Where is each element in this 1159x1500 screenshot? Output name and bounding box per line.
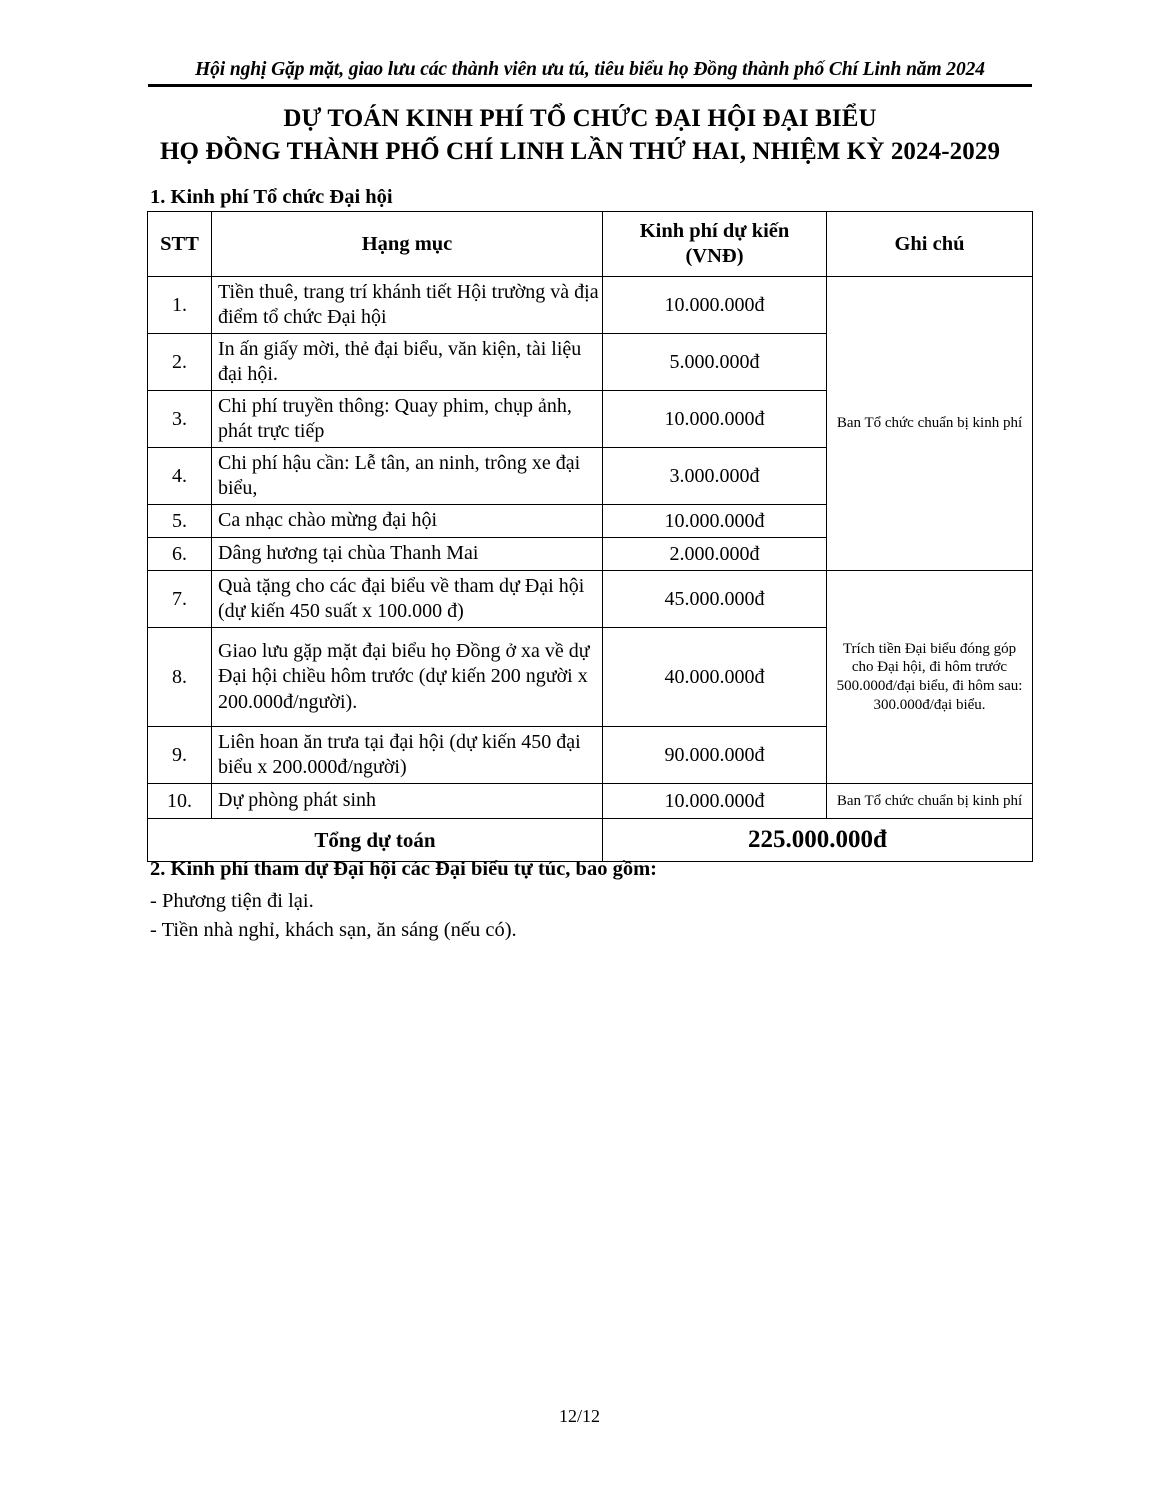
- list-item: - Phương tiện đi lại.: [150, 890, 314, 912]
- row-item: Quà tặng cho các đại biểu về tham dự Đại hội (dự kiến 450 suất x 100.000 đ): [212, 571, 603, 628]
- row-item: Dâng hương tại chùa Thanh Mai: [212, 538, 603, 571]
- running-header-text: Hội nghị Gặp mặt, giao lưu các thành viên ưu tú, tiêu biểu họ Đồng thành phố Chí Linh năm 2024: [195, 59, 985, 80]
- row-item: Chi phí hậu cần: Lễ tân, an ninh, trông xe đại biểu,: [212, 448, 603, 505]
- total-value: 225.000.000đ: [603, 819, 1033, 862]
- column-header-stt: STT: [148, 212, 212, 277]
- section-1-heading: 1. Kinh phí Tổ chức Đại hội: [150, 186, 393, 208]
- section-2-list: [150, 887, 950, 945]
- table-row: [148, 784, 1033, 819]
- row-cost: 10.000.000đ: [603, 505, 827, 538]
- row-cost: 45.000.000đ: [603, 571, 827, 628]
- page-footer: 12/12: [558, 1406, 600, 1426]
- row-item: Chi phí truyền thông: Quay phim, chụp ảnh, phát trực tiếp: [212, 391, 603, 448]
- row-stt: 5.: [148, 505, 212, 538]
- row-item: Dự phòng phát sinh: [212, 784, 603, 819]
- row-cost: 10.000.000đ: [603, 277, 827, 334]
- row-stt: 6.: [148, 538, 212, 571]
- row-stt: 1.: [148, 277, 212, 334]
- column-header-item: Hạng mục: [212, 212, 603, 277]
- table-total-row: [148, 819, 1033, 862]
- row-item: Ca nhạc chào mừng đại hội: [212, 505, 603, 538]
- row-note-group-1: Ban Tổ chức chuẩn bị kinh phí: [827, 277, 1033, 571]
- table-header-row: [148, 212, 1033, 277]
- row-note-group-2: Trích tiền Đại biểu đóng góp cho Đại hội, đi hôm trước 500.000đ/đại biểu, đi hôm sau: 300.000đ/đại biểu.: [827, 571, 1033, 784]
- row-note-group-3: Ban Tổ chức chuẩn bị kinh phí: [827, 784, 1033, 819]
- budget-table: [147, 211, 1033, 862]
- table-row: [148, 571, 1033, 628]
- row-stt: 3.: [148, 391, 212, 448]
- list-item: - Tiền nhà nghỉ, khách sạn, ăn sáng (nếu có).: [150, 919, 517, 942]
- row-cost: 90.000.000đ: [603, 727, 827, 784]
- total-label: Tổng dự toán: [148, 819, 603, 862]
- row-stt: 7.: [148, 571, 212, 628]
- row-item: Giao lưu gặp mặt đại biểu họ Đồng ở xa về dự Đại hội chiều hôm trước (dự kiến 200 người x 200.000đ/người).: [212, 628, 603, 727]
- section-2-heading: 2. Kinh phí tham dự Đại hội các Đại biểu tự túc, bao gồm:: [150, 858, 657, 880]
- header-divider: [148, 84, 1032, 87]
- column-header-cost-line-2: (VNĐ): [685, 245, 744, 267]
- row-stt: 4.: [148, 448, 212, 505]
- row-cost: 2.000.000đ: [603, 538, 827, 571]
- row-stt: 10.: [148, 784, 212, 819]
- row-cost: 3.000.000đ: [603, 448, 827, 505]
- column-header-cost: [603, 212, 827, 277]
- row-cost: 10.000.000đ: [603, 391, 827, 448]
- row-cost: 10.000.000đ: [603, 784, 827, 819]
- row-stt: 2.: [148, 334, 212, 391]
- column-header-note: Ghi chú: [827, 212, 1033, 277]
- table-row: [148, 277, 1033, 334]
- row-stt: 9.: [148, 727, 212, 784]
- row-item: Liên hoan ăn trưa tại đại hội (dự kiến 450 đại biểu x 200.000đ/người): [212, 727, 603, 784]
- row-cost: 5.000.000đ: [603, 334, 827, 391]
- column-header-cost-line-1: Kinh phí dự kiến: [639, 220, 790, 242]
- row-stt: 8.: [148, 628, 212, 727]
- row-item: In ấn giấy mời, thẻ đại biểu, văn kiện, tài liệu đại hội.: [212, 334, 603, 391]
- row-cost: 40.000.000đ: [603, 628, 827, 727]
- document-title-line-2: HỌ ĐỒNG THÀNH PHỐ CHÍ LINH LẦN THỨ HAI, NHIỆM KỲ 2024-2029: [159, 137, 1001, 165]
- running-header: [148, 58, 1032, 87]
- row-item: Tiền thuê, trang trí khánh tiết Hội trường và địa điểm tổ chức Đại hội: [212, 277, 603, 334]
- document-title-line-1: DỰ TOÁN KINH PHÍ TỔ CHỨC ĐẠI HỘI ĐẠI BIỂU: [283, 105, 877, 132]
- document-title: [80, 103, 1080, 168]
